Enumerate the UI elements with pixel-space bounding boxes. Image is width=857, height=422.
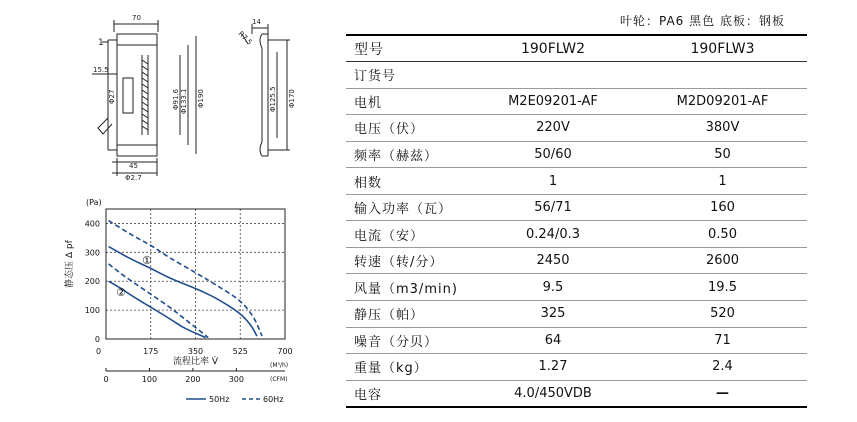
table-row-speed — [346, 247, 807, 274]
row-label: 转速（转/分） — [346, 247, 468, 274]
x-tick-labels-m3h — [96, 347, 293, 356]
dim-45: 45 — [129, 162, 138, 170]
legend-label-60hz: 60Hz — [263, 395, 284, 404]
cfm-tick-label: 100 — [141, 375, 158, 384]
performance-chart — [63, 198, 293, 404]
cell-190flw3: 380V — [638, 115, 807, 142]
cell-190flw2: 4.0/450VDB — [468, 380, 638, 407]
row-label: 风量（m3/min) — [346, 274, 468, 301]
header-190flw2: 190FLW2 — [468, 35, 638, 62]
table-row-capacitor — [346, 380, 807, 407]
cell-190flw2: 2450 — [468, 247, 638, 274]
y-tick-label: 300 — [84, 248, 100, 258]
row-label: 噪音（分贝） — [346, 327, 468, 354]
series-line-50hz-curve1 — [109, 247, 257, 337]
x-unit-cfm: (CFM) — [270, 376, 288, 383]
dim-phi170: Φ170 — [288, 89, 296, 108]
y-tick-label: 100 — [84, 306, 100, 316]
cell-190flw2: 1 — [468, 168, 638, 195]
cell-190flw2: 9.5 — [468, 274, 638, 301]
cell-190flw3: M2D09201-AF — [638, 88, 807, 115]
cell-190flw2: 50/60 — [468, 141, 638, 168]
curve-marker-2: ② — [116, 286, 126, 299]
cell-190flw3: 71 — [638, 327, 807, 354]
x-tick-labels-cfm — [103, 368, 244, 384]
cell-190flw3: 1 — [638, 168, 807, 195]
cfm-tick-label: 200 — [185, 375, 201, 384]
dim-1: 1 — [98, 38, 104, 48]
dim-phi125-5: Φ125.5 — [269, 86, 277, 112]
header-190flw3: 190FLW3 — [638, 35, 807, 62]
y-tick-label: 400 — [84, 219, 100, 229]
cell-190flw3: 520 — [638, 300, 807, 327]
table-row-input-power — [346, 194, 807, 221]
dim-phi133-1: Φ133.1 — [180, 88, 188, 114]
cell-190flw3 — [638, 62, 807, 89]
x-tick-label-zero: 0 — [96, 347, 102, 356]
dim-phi2-7: Φ2.7 — [125, 174, 142, 182]
row-label: 频率（赫兹） — [346, 141, 468, 168]
legend-label-50hz: 50Hz — [209, 395, 230, 404]
table-row-static-pressure — [346, 300, 807, 327]
y-axis-title: 静态压 Δ pf — [65, 240, 75, 288]
chart-grid — [106, 209, 285, 339]
cell-190flw2 — [468, 62, 638, 89]
y-tick-label: 200 — [84, 277, 100, 287]
row-label: 相数 — [346, 168, 468, 195]
dim-phi91-6: Φ91.6 — [172, 88, 180, 110]
x-tick-label: 350 — [187, 347, 204, 356]
row-label: 电容 — [346, 380, 468, 407]
cell-190flw2: 56/71 — [468, 194, 638, 221]
row-label: 订货号 — [346, 62, 468, 89]
table-row-phase — [346, 168, 807, 195]
dim-r7-5: R7.5 — [236, 29, 254, 47]
y-tick-labels — [85, 219, 100, 344]
table-row-voltage — [346, 115, 807, 142]
cell-190flw2: 0.24/0.3 — [468, 221, 638, 248]
chart-curves — [109, 221, 262, 338]
spec-table — [346, 34, 807, 408]
series-line-60hz-curve2 — [109, 264, 209, 338]
cell-190flw2: M2E09201-AF — [468, 88, 638, 115]
dim-15-5: 15.5 — [93, 66, 109, 74]
cfm-tick-label: 300 — [228, 375, 244, 384]
row-label: 重量（kg） — [346, 354, 468, 381]
x-tick-label: 175 — [143, 347, 159, 356]
cell-190flw3: 160 — [638, 194, 807, 221]
series-line-60hz-curve1 — [109, 221, 262, 337]
dim-14: 14 — [252, 18, 261, 26]
row-label: 电流（安） — [346, 221, 468, 248]
table-row-noise — [346, 327, 807, 354]
x-tick-label: 700 — [277, 347, 293, 356]
header-model: 型号 — [346, 35, 468, 62]
cell-190flw2: 64 — [468, 327, 638, 354]
y-unit-label: (Pa) — [86, 198, 102, 207]
cell-190flw2: 325 — [468, 300, 638, 327]
cell-190flw3: 2.4 — [638, 354, 807, 381]
dim-width-70: 70 — [132, 14, 141, 22]
cell-190flw3: — — [638, 380, 807, 407]
row-label: 静压（帕） — [346, 300, 468, 327]
table-row-current — [346, 221, 807, 248]
drawing-panel — [0, 0, 340, 422]
x-axis-title: 流程比率 V̇ — [173, 357, 219, 367]
cell-190flw3: 50 — [638, 141, 807, 168]
cfm-tick-label: 0 — [103, 375, 109, 384]
x-tick-label: 525 — [232, 347, 248, 356]
spec-table-body — [346, 62, 807, 407]
cell-190flw2: 1.27 — [468, 354, 638, 381]
curve-marker-1: ① — [142, 254, 152, 267]
cell-190flw2: 220V — [468, 115, 638, 142]
material-note: 叶轮：PA6 黑色 底板：钢板 — [620, 14, 785, 28]
table-row-airflow — [346, 274, 807, 301]
cell-190flw3: 2600 — [638, 247, 807, 274]
table-row-motor — [346, 88, 807, 115]
dim-phi190: Φ190 — [197, 89, 205, 108]
x-unit-m3h: (M³/h) — [270, 362, 289, 369]
table-row-order-no — [346, 62, 807, 89]
row-label: 输入功率（瓦） — [346, 194, 468, 221]
cell-190flw3: 0.50 — [638, 221, 807, 248]
y-tick-label: 0 — [94, 335, 100, 344]
table-header-row — [346, 35, 807, 62]
table-row-frequency — [346, 141, 807, 168]
dim-phi27: Φ27 — [108, 89, 116, 104]
row-label: 电压（伏） — [346, 115, 468, 142]
table-row-weight — [346, 354, 807, 381]
row-label: 电机 — [346, 88, 468, 115]
cell-190flw3: 19.5 — [638, 274, 807, 301]
